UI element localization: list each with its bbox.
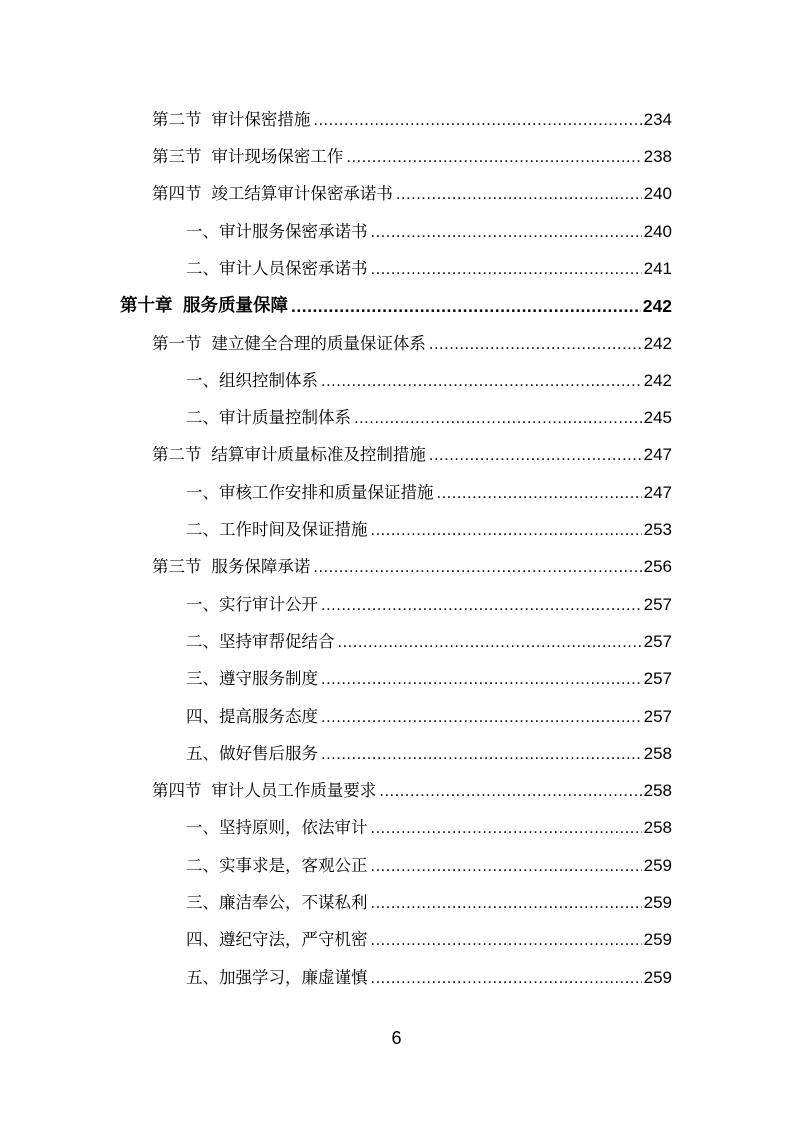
toc-entry-number: 第三节 (152, 557, 202, 576)
toc-entry-title: 服务保障承诺 (211, 557, 311, 576)
toc-entry-number: 第十章 (120, 296, 173, 316)
dot-leader (379, 778, 641, 804)
toc-entry[interactable] (186, 927, 672, 953)
toc-entry[interactable] (186, 965, 672, 991)
dot-leader (429, 331, 642, 357)
toc-entry-title: 遵纪守法，严守机密 (219, 930, 368, 949)
toc-entry-title: 审计人员保密承诺书 (219, 259, 368, 278)
toc-entry-page: 240 (643, 184, 672, 203)
toc-entry-number: 三、 (186, 893, 219, 912)
toc-entry-number: 一、 (186, 483, 219, 502)
toc-entry-number: 一、 (186, 818, 219, 837)
toc-entry-title: 建立健全合理的质量保证体系 (211, 334, 426, 353)
toc-entry-page: 241 (643, 259, 672, 278)
toc-entry-title: 实事求是，客观公正 (219, 856, 368, 875)
toc-entry-page: 253 (643, 520, 672, 539)
toc-entry-title: 做好售后服务 (219, 744, 318, 763)
toc-entry-page: 247 (643, 445, 672, 464)
toc-entry-title: 廉洁奉公，不谋私利 (219, 893, 368, 912)
dot-leader (321, 666, 642, 692)
toc-entry[interactable] (152, 107, 672, 133)
toc-entry[interactable] (186, 815, 672, 841)
dot-leader (371, 256, 642, 282)
dot-leader (338, 629, 642, 655)
dot-leader (371, 965, 642, 991)
dot-leader (321, 368, 642, 394)
toc-entry-number: 第二节 (152, 110, 202, 129)
toc-entry[interactable] (186, 704, 672, 730)
toc-entry-page: 242 (643, 334, 672, 353)
toc-entry-number: 第四节 (152, 781, 202, 800)
toc-entry-page: 257 (643, 595, 672, 614)
dot-leader (371, 219, 642, 245)
toc-entry[interactable] (152, 442, 672, 468)
toc-entry-number: 五、 (186, 744, 219, 763)
dot-leader (371, 517, 642, 543)
dot-leader (371, 927, 642, 953)
toc-entry-page: 245 (643, 408, 672, 427)
toc-entry-page: 259 (643, 856, 672, 875)
toc-entry-title: 服务质量保障 (183, 296, 288, 316)
toc-entry-number: 第一节 (152, 334, 202, 353)
toc-entry-page: 238 (643, 147, 672, 166)
toc-entry-number: 一、 (186, 595, 219, 614)
toc-entry-title: 审计现场保密工作 (211, 147, 344, 166)
toc-entry-title: 审核工作安排和质量保证措施 (219, 483, 434, 502)
toc-entry-page: 240 (643, 222, 672, 241)
toc-entry-number: 二、 (186, 856, 219, 875)
toc-entry[interactable] (152, 331, 672, 357)
dot-leader (354, 405, 642, 431)
toc-entry-page: 242 (643, 371, 672, 390)
toc-entry-number: 第三节 (152, 147, 202, 166)
toc-entry-page: 247 (643, 483, 672, 502)
toc-entry-page: 258 (643, 781, 672, 800)
toc-entry-number: 二、 (186, 408, 219, 427)
toc-entry-number: 二、 (186, 259, 219, 278)
toc-entry-number: 第四节 (152, 184, 202, 203)
toc-entry[interactable] (186, 368, 672, 394)
toc-entry-title: 审计人员工作质量要求 (211, 781, 377, 800)
toc-entry-number: 二、 (186, 520, 219, 539)
toc-entry[interactable] (186, 592, 672, 618)
toc-entry-title: 审计保密措施 (211, 110, 311, 129)
toc-entry[interactable] (186, 666, 672, 692)
toc-entry-page: 258 (643, 818, 672, 837)
toc-entry[interactable] (186, 741, 672, 767)
toc-entry-title: 竣工结算审计保密承诺书 (211, 184, 393, 203)
dot-leader (437, 480, 642, 506)
dot-leader (346, 144, 641, 170)
toc-entry-title: 组织控制体系 (219, 371, 318, 390)
toc-entry[interactable] (152, 554, 672, 580)
dot-leader (291, 293, 641, 319)
toc-entry[interactable] (152, 778, 672, 804)
toc-entry-number: 四、 (186, 707, 219, 726)
toc-entry-title: 加强学习，廉虚谨慎 (219, 968, 368, 987)
toc-entry[interactable] (186, 405, 672, 431)
dot-leader (321, 704, 642, 730)
dot-leader (371, 853, 642, 879)
dot-leader (371, 815, 642, 841)
toc-entry-page: 242 (642, 296, 672, 316)
toc-entry-title: 提高服务态度 (219, 707, 318, 726)
dot-leader (313, 554, 641, 580)
toc-entry-page: 259 (643, 893, 672, 912)
dot-leader (429, 442, 642, 468)
toc-entry-title: 审计服务保密承诺书 (219, 222, 368, 241)
dot-leader (313, 107, 641, 133)
toc-entry[interactable] (152, 144, 672, 170)
dot-leader (321, 741, 642, 767)
toc-entry[interactable] (186, 256, 672, 282)
toc-entry[interactable] (186, 890, 672, 916)
toc-entry-number: 三、 (186, 669, 219, 688)
toc-entry-page: 234 (643, 110, 672, 129)
toc-entry-page: 257 (643, 707, 672, 726)
dot-leader (371, 890, 642, 916)
toc-entry-number: 四、 (186, 930, 219, 949)
toc-entry[interactable] (186, 517, 672, 543)
toc-entry[interactable] (186, 629, 672, 655)
toc-entry-page: 257 (643, 669, 672, 688)
toc-entry-title: 遵守服务制度 (219, 669, 318, 688)
toc-entry-title: 坚持原则，依法审计 (219, 818, 368, 837)
toc-entry-title: 实行审计公开 (219, 595, 318, 614)
toc-entry-page: 259 (643, 930, 672, 949)
toc-chapter-entry[interactable] (120, 293, 672, 319)
toc-entry-number: 五、 (186, 968, 219, 987)
toc-entry-title: 结算审计质量标准及控制措施 (211, 445, 426, 464)
toc-entry-number: 第二节 (152, 445, 202, 464)
toc-entry[interactable] (186, 480, 672, 506)
dot-leader (321, 592, 642, 618)
toc-entry-title: 审计质量控制体系 (219, 408, 351, 427)
toc-entry-number: 二、 (186, 632, 219, 651)
toc-entry-page: 256 (643, 557, 672, 576)
toc-entry-title: 坚持审帮促结合 (219, 632, 335, 651)
toc-entry-page: 258 (643, 744, 672, 763)
page-number: 6 (391, 1028, 402, 1048)
toc-entry[interactable] (186, 219, 672, 245)
toc-entry-page: 257 (643, 632, 672, 651)
toc-entry-page: 259 (643, 968, 672, 987)
toc-entry[interactable] (152, 181, 672, 207)
dot-leader (396, 181, 642, 207)
toc-entry[interactable] (186, 853, 672, 879)
toc-entry-title: 工作时间及保证措施 (219, 520, 368, 539)
toc-entry-number: 一、 (186, 371, 219, 390)
toc-entry-number: 一、 (186, 222, 219, 241)
